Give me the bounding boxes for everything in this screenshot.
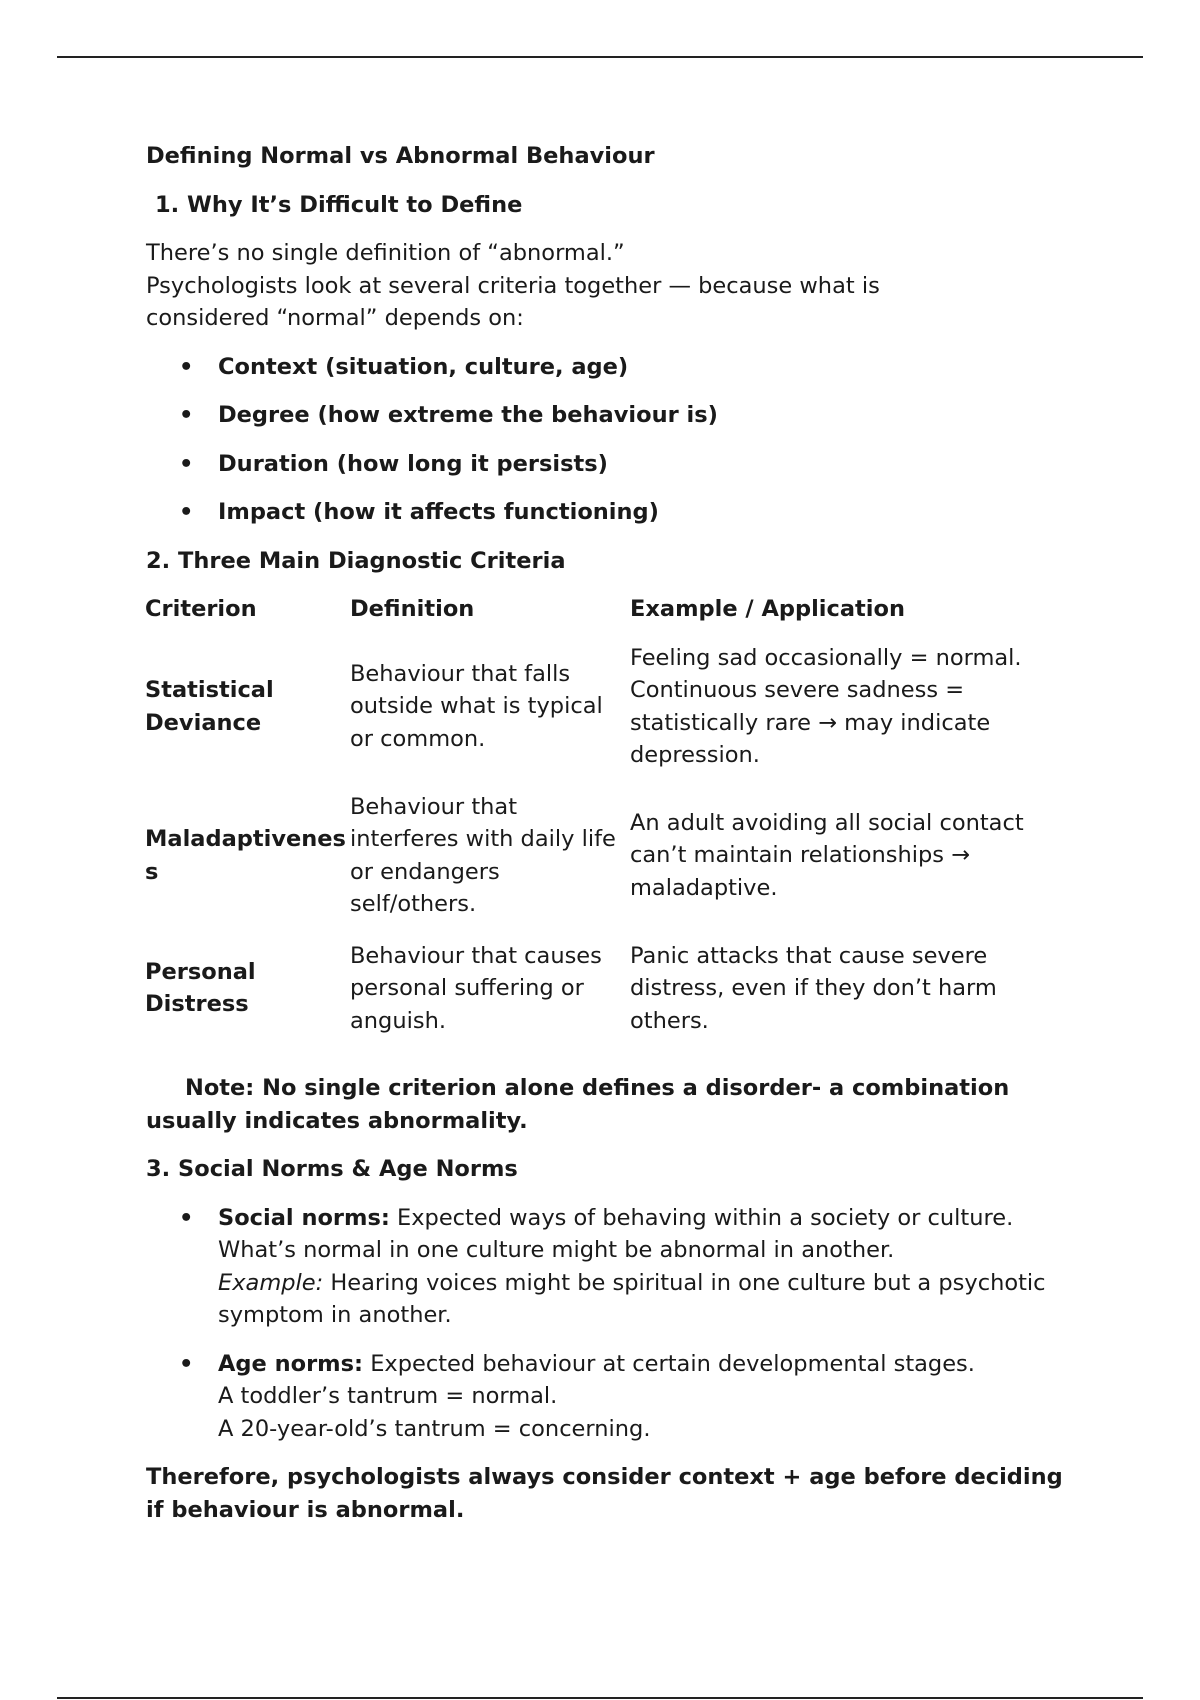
definition-cell: Behaviour that causes personal suffering or anguish.	[350, 942, 602, 1034]
header-rule	[57, 56, 1143, 58]
list-item	[146, 1348, 1066, 1446]
section-heading-norms: 3. Social Norms & Age Norms	[146, 1156, 518, 1182]
section-heading-criteria: 2. Three Main Diagnostic Criteria	[146, 547, 566, 574]
bullet-icon: •	[179, 353, 194, 380]
criteria-table	[145, 593, 1065, 1056]
social-norms-detail: What’s normal in one culture might be abnormal in another.	[218, 1237, 895, 1263]
intro-line: There’s no single definition of “abnormal.”	[146, 240, 625, 266]
example-cell: Feeling sad occasionally = normal. Continuous severe sadness = statistically rare → may indicate depression.	[630, 644, 1022, 768]
example-cell: Panic attacks that cause severe distress, even if they don’t harm others.	[630, 942, 997, 1034]
table-row	[145, 791, 1065, 940]
norms-list	[146, 1202, 1066, 1446]
list-item	[146, 351, 1066, 384]
list-item-text: Duration (how long it persists)	[218, 450, 608, 477]
definition-cell: Behaviour that interferes with daily life or endangers self/others.	[350, 793, 616, 917]
criteria-note: Note: No single criterion alone defines a disorder- a combination usually indicates abnormality.	[146, 1075, 1010, 1134]
bullet-icon: •	[179, 402, 194, 428]
column-header-criterion: Criterion	[145, 596, 257, 622]
definition-cell: Behaviour that falls outside what is typical or common.	[350, 660, 603, 752]
list-item	[146, 448, 1066, 481]
intro-paragraph	[146, 237, 1066, 335]
list-item	[146, 1202, 1066, 1332]
social-norms-label: Social norms:	[218, 1204, 390, 1231]
table-header-row	[145, 593, 1065, 642]
criterion-cell: Maladaptiveness	[145, 826, 346, 885]
example-text: Hearing voices might be spiritual in one culture but a psychotic symptom in another.	[218, 1269, 1046, 1328]
bullet-icon: •	[179, 450, 194, 477]
list-item-text: Degree (how extreme the behaviour is)	[218, 402, 718, 428]
document-body	[146, 140, 1066, 1526]
intro-line: considered “normal” depends on:	[146, 305, 524, 331]
criterion-cell: Personal Distress	[145, 958, 256, 1018]
bullet-icon: •	[179, 1204, 194, 1231]
table-row	[145, 940, 1065, 1057]
age-norms-text: Expected behaviour at certain developmental stages.	[370, 1350, 975, 1377]
age-norms-example-toddler: A toddler’s tantrum = normal.	[218, 1383, 558, 1409]
list-item	[146, 496, 1066, 529]
list-item	[146, 399, 1066, 432]
conclusion: Therefore, psychologists always consider context + age before deciding if behaviour is abnormal.	[146, 1464, 1063, 1523]
bullet-icon: •	[179, 499, 194, 525]
column-header-definition: Definition	[350, 596, 475, 622]
age-norms-label: Age norms:	[218, 1350, 364, 1377]
factors-list	[146, 351, 1066, 529]
example-label: Example:	[218, 1269, 324, 1296]
footer-rule	[57, 1697, 1143, 1699]
column-header-example: Example / Application	[630, 596, 905, 622]
bullet-icon: •	[179, 1350, 194, 1377]
social-norms-text: Expected ways of behaving within a society or culture.	[397, 1204, 1014, 1231]
age-norms-example-adult: A 20-year-old’s tantrum = concerning.	[218, 1415, 651, 1442]
list-item-text: Context (situation, culture, age)	[218, 353, 629, 380]
table-row	[145, 642, 1065, 791]
criterion-cell: Statistical Deviance	[145, 677, 274, 736]
section-heading-why-difficult: 1. Why It’s Difficult to Define	[155, 191, 523, 218]
list-item-text: Impact (how it affects functioning)	[218, 499, 659, 525]
intro-line: Psychologists look at several criteria together — because what is	[146, 272, 880, 299]
document-title: Defining Normal vs Abnormal Behaviour	[146, 143, 655, 169]
example-cell: An adult avoiding all social contact can’t maintain relationships → maladaptive.	[630, 809, 1024, 901]
